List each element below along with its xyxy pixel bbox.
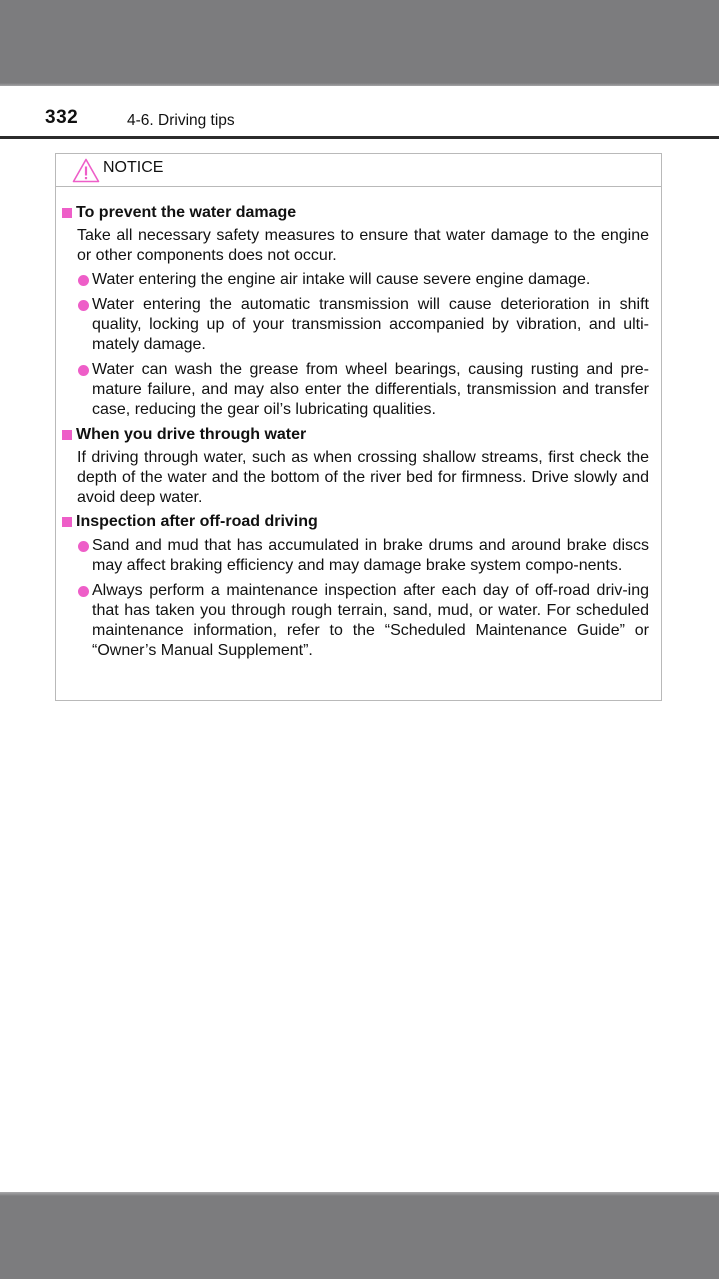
manual-page[interactable] — [0, 86, 719, 1192]
section-heading-inspection — [62, 512, 655, 532]
list-item-text: Water entering the engine air intake will cause severe engine damage. — [92, 271, 591, 288]
notice-header — [56, 154, 661, 187]
list-item — [92, 536, 649, 576]
dot-bullet-icon — [78, 586, 89, 597]
square-bullet-icon — [62, 517, 72, 527]
list-item — [92, 360, 649, 420]
section-heading-text: When you drive through water — [76, 426, 307, 443]
square-bullet-icon — [62, 208, 72, 218]
viewer-bottom-bar — [0, 1192, 719, 1279]
dot-bullet-icon — [78, 300, 89, 311]
list-item-text: Always perform a maintenance inspection after each day of off-road driv-ing that has taken you through rough terrain, sand, mud, or water. For scheduled maintenance information, refer to the “Scheduled Maintenance Guide” or “Owner’s Manual Supplement”. — [92, 582, 649, 659]
section-title: 4-6. Driving tips — [127, 112, 235, 129]
section-heading-text: Inspection after off-road driving — [76, 513, 318, 530]
notice-body — [56, 187, 661, 661]
list-item-text: Water entering the automatic transmission will cause deterioration in shift quality, locking up of your transmission accompanied by vibration, and ulti-mately damage. — [92, 296, 649, 353]
dot-bullet-icon — [78, 541, 89, 552]
page-number: 332 — [45, 107, 79, 128]
notice-label: NOTICE — [103, 159, 164, 176]
section-heading-drive-through-water — [62, 425, 655, 445]
notice-box — [55, 153, 662, 701]
square-bullet-icon — [62, 430, 72, 440]
list-item-text: Water can wash the grease from wheel bearings, causing rusting and pre-mature failure, and may also enter the differentials, transmission and transfer case, reducing the gear oil’s lubricating qualities. — [92, 361, 649, 418]
list-item — [92, 270, 649, 290]
dot-bullet-icon — [78, 365, 89, 376]
header-rule — [0, 136, 719, 139]
dot-bullet-icon — [78, 275, 89, 286]
viewer-top-bar — [0, 0, 719, 86]
list-item — [92, 295, 649, 355]
list-item — [92, 581, 649, 661]
page-header — [0, 86, 719, 140]
warning-triangle-icon — [72, 158, 100, 183]
section-heading-text: To prevent the water damage — [76, 204, 297, 221]
list-item-text: Sand and mud that has accumulated in brake drums and around brake discs may affect braking efficiency and may damage brake system compo-nents. — [92, 537, 649, 574]
section-heading-water-damage — [62, 203, 655, 223]
section-intro: Take all necessary safety measures to ensure that water damage to the engine or other components does not occur. — [77, 227, 649, 264]
section-intro: If driving through water, such as when crossing shallow streams, first check the depth of the water and the bottom of the river bed for firmness. Drive slowly and avoid deep water. — [77, 449, 649, 506]
